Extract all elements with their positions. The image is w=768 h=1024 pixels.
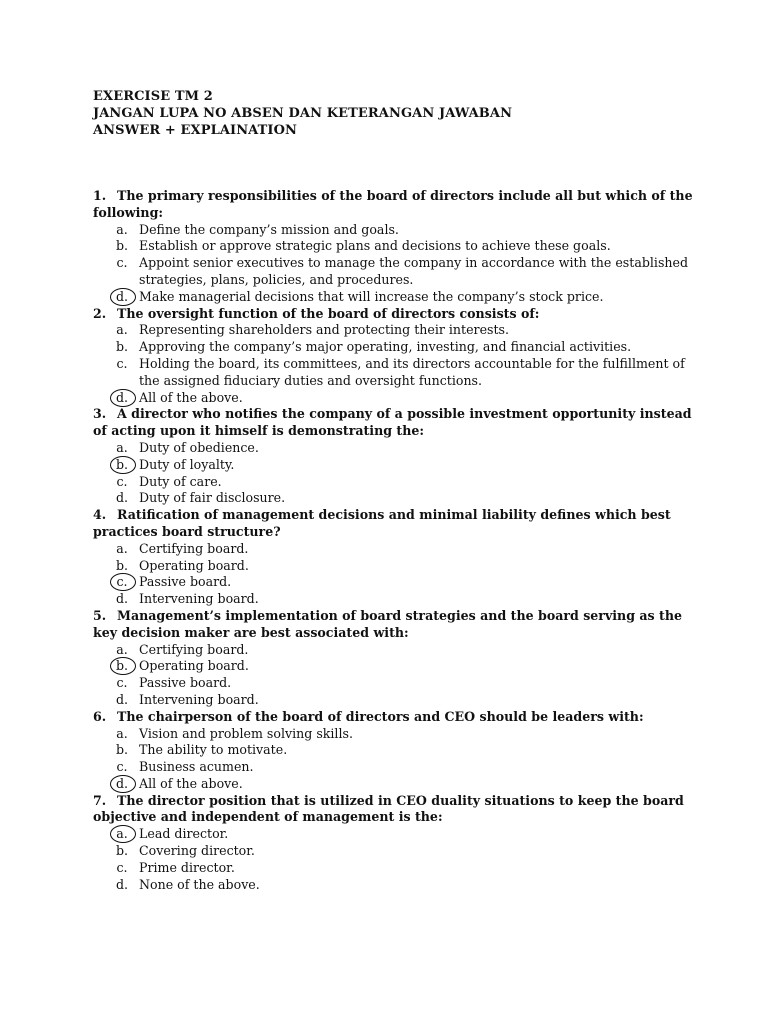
- question-stem: [93, 507, 693, 541]
- option-text: Make managerial decisions that will increase the company’s stock price.: [139, 288, 604, 304]
- answer-option: [93, 490, 693, 507]
- option-text: Operating board.: [139, 557, 249, 573]
- option-text: Intervening board.: [139, 691, 259, 707]
- option-letter: d.: [115, 876, 129, 892]
- question-text: The director position that is utilized in CEO duality situations to keep the board objective and independent of management is the:: [93, 792, 684, 825]
- answer-option: [93, 541, 693, 558]
- question-item: [93, 306, 693, 407]
- question-item: [93, 188, 693, 306]
- option-letter: c.: [116, 255, 128, 271]
- option-text: All of the above.: [139, 389, 243, 405]
- answer-option: [93, 238, 693, 255]
- selected-answer-option: [93, 289, 693, 306]
- answer-option: [93, 675, 693, 692]
- option-letter: b.: [115, 843, 129, 859]
- option-list: [93, 541, 693, 608]
- option-text: Appoint senior executives to manage the company in accordance with the established strategies, plans, policies, and procedures.: [139, 255, 689, 287]
- answer-option: [93, 742, 693, 759]
- question-number: 1.: [93, 188, 107, 203]
- question-number: 3.: [93, 406, 107, 422]
- option-text: Duty of loyalty.: [139, 456, 235, 472]
- question-item: [93, 793, 693, 894]
- answer-option: [93, 222, 693, 239]
- question-list: [93, 188, 693, 893]
- option-letter: d.: [115, 691, 129, 707]
- option-text: None of the above.: [139, 876, 260, 892]
- option-letter: b.: [115, 238, 129, 254]
- option-letter: b.: [115, 339, 129, 355]
- question-item: [93, 608, 693, 709]
- answer-option: [93, 843, 693, 860]
- option-text: The ability to motivate.: [139, 742, 288, 758]
- option-text: Intervening board.: [139, 591, 259, 607]
- question-number: 2.: [93, 305, 107, 321]
- answer-option: [93, 558, 693, 575]
- option-list: [93, 826, 693, 893]
- option-text: Define the company’s mission and goals.: [139, 221, 399, 237]
- option-letter: a.: [116, 439, 128, 455]
- option-letter: a.: [116, 540, 128, 556]
- answer-option: [93, 322, 693, 339]
- option-letter: c.: [116, 473, 128, 489]
- circled-option-letter: b.: [113, 658, 131, 675]
- document-header: [93, 88, 512, 139]
- option-letter: a.: [116, 221, 128, 237]
- circled-option-letter: c.: [113, 574, 131, 591]
- question-stem: [93, 306, 693, 323]
- option-letter: c.: [116, 675, 128, 691]
- option-list: [93, 222, 693, 306]
- question-number: 5.: [93, 607, 107, 623]
- question-number: 4.: [93, 507, 107, 523]
- option-letter: a.: [116, 725, 128, 741]
- header-instruction: JANGAN LUPA NO ABSEN DAN KETERANGAN JAWABAN: [93, 106, 513, 121]
- option-list: [93, 440, 693, 507]
- option-text: All of the above.: [139, 775, 243, 791]
- option-letter: c.: [116, 355, 128, 371]
- answer-option: [93, 877, 693, 894]
- answer-option: [93, 726, 693, 743]
- question-stem: [93, 188, 693, 222]
- option-letter: b.: [115, 742, 129, 758]
- answer-option: [93, 759, 693, 776]
- option-text: Passive board.: [139, 675, 232, 691]
- question-text: Ratification of management decisions and minimal liability defines which best practices board structure?: [93, 507, 671, 539]
- circled-option-letter: a.: [113, 826, 131, 843]
- option-letter: c.: [116, 759, 128, 775]
- option-text: Representing shareholders and protecting their interests.: [139, 322, 510, 338]
- option-text: Covering director.: [139, 843, 255, 859]
- selected-answer-option: [93, 574, 693, 591]
- circled-option-letter: d.: [113, 776, 131, 793]
- option-text: Lead director.: [139, 826, 229, 842]
- option-text: Duty of obedience.: [139, 439, 259, 455]
- option-text: Certifying board.: [139, 540, 249, 556]
- question-number: 7.: [93, 792, 107, 808]
- option-text: Operating board.: [139, 658, 249, 674]
- option-list: [93, 642, 693, 709]
- question-item: [93, 709, 693, 793]
- answer-option: [93, 440, 693, 457]
- question-stem: [93, 406, 693, 440]
- option-list: [93, 726, 693, 793]
- selected-answer-option: [93, 658, 693, 675]
- option-text: Duty of fair disclosure.: [139, 490, 286, 506]
- option-text: Approving the company’s major operating, investing, and financial activities.: [139, 339, 632, 355]
- answer-option: [93, 474, 693, 491]
- option-text: Business acumen.: [139, 759, 254, 775]
- option-text: Holding the board, its committees, and its directors accountable for the fulfillment of the assigned fiduciary duties and oversight functions.: [139, 355, 685, 388]
- option-text: Vision and problem solving skills.: [139, 725, 353, 741]
- option-letter: a.: [116, 641, 128, 657]
- answer-option: [93, 255, 693, 289]
- selected-answer-option: [93, 390, 693, 407]
- selected-answer-option: [93, 776, 693, 793]
- option-letter: d.: [115, 591, 129, 607]
- question-stem: [93, 793, 693, 827]
- question-number: 6.: [93, 708, 107, 724]
- option-text: Passive board.: [139, 574, 232, 590]
- question-text: The oversight function of the board of directors consists of:: [117, 305, 540, 321]
- option-text: Prime director.: [139, 859, 235, 875]
- question-text: The chairperson of the board of directors and CEO should be leaders with:: [117, 708, 644, 724]
- circled-option-letter: b.: [113, 457, 131, 474]
- answer-option: [93, 339, 693, 356]
- question-item: [93, 507, 693, 608]
- circled-option-letter: d.: [113, 390, 131, 407]
- question-text: A director who notifies the company of a possible investment opportunity instead of acting upon it himself is demonstrating the:: [93, 406, 692, 439]
- question-stem: [93, 608, 693, 642]
- answer-option: [93, 591, 693, 608]
- option-list: [93, 322, 693, 406]
- question-text: The primary responsibilities of the board of directors include all but which of the following:: [93, 188, 693, 220]
- option-letter: c.: [116, 859, 128, 875]
- option-letter: b.: [115, 557, 129, 573]
- option-letter: d.: [115, 490, 129, 506]
- header-subtitle: ANSWER + EXPLAINATION: [93, 123, 298, 138]
- option-text: Establish or approve strategic plans and decisions to achieve these goals.: [139, 238, 611, 254]
- answer-option: [93, 642, 693, 659]
- selected-answer-option: [93, 826, 693, 843]
- answer-option: [93, 692, 693, 709]
- answer-option: [93, 356, 693, 390]
- selected-answer-option: [93, 457, 693, 474]
- question-stem: [93, 709, 693, 726]
- question-text: Management’s implementation of board strategies and the board serving as the key decision maker are best associated with:: [93, 607, 683, 640]
- question-item: [93, 406, 693, 507]
- option-letter: a.: [116, 322, 128, 338]
- option-text: Certifying board.: [139, 641, 249, 657]
- answer-option: [93, 860, 693, 877]
- option-text: Duty of care.: [139, 473, 222, 489]
- circled-option-letter: d.: [113, 289, 131, 306]
- header-title: EXERCISE TM 2: [93, 89, 213, 104]
